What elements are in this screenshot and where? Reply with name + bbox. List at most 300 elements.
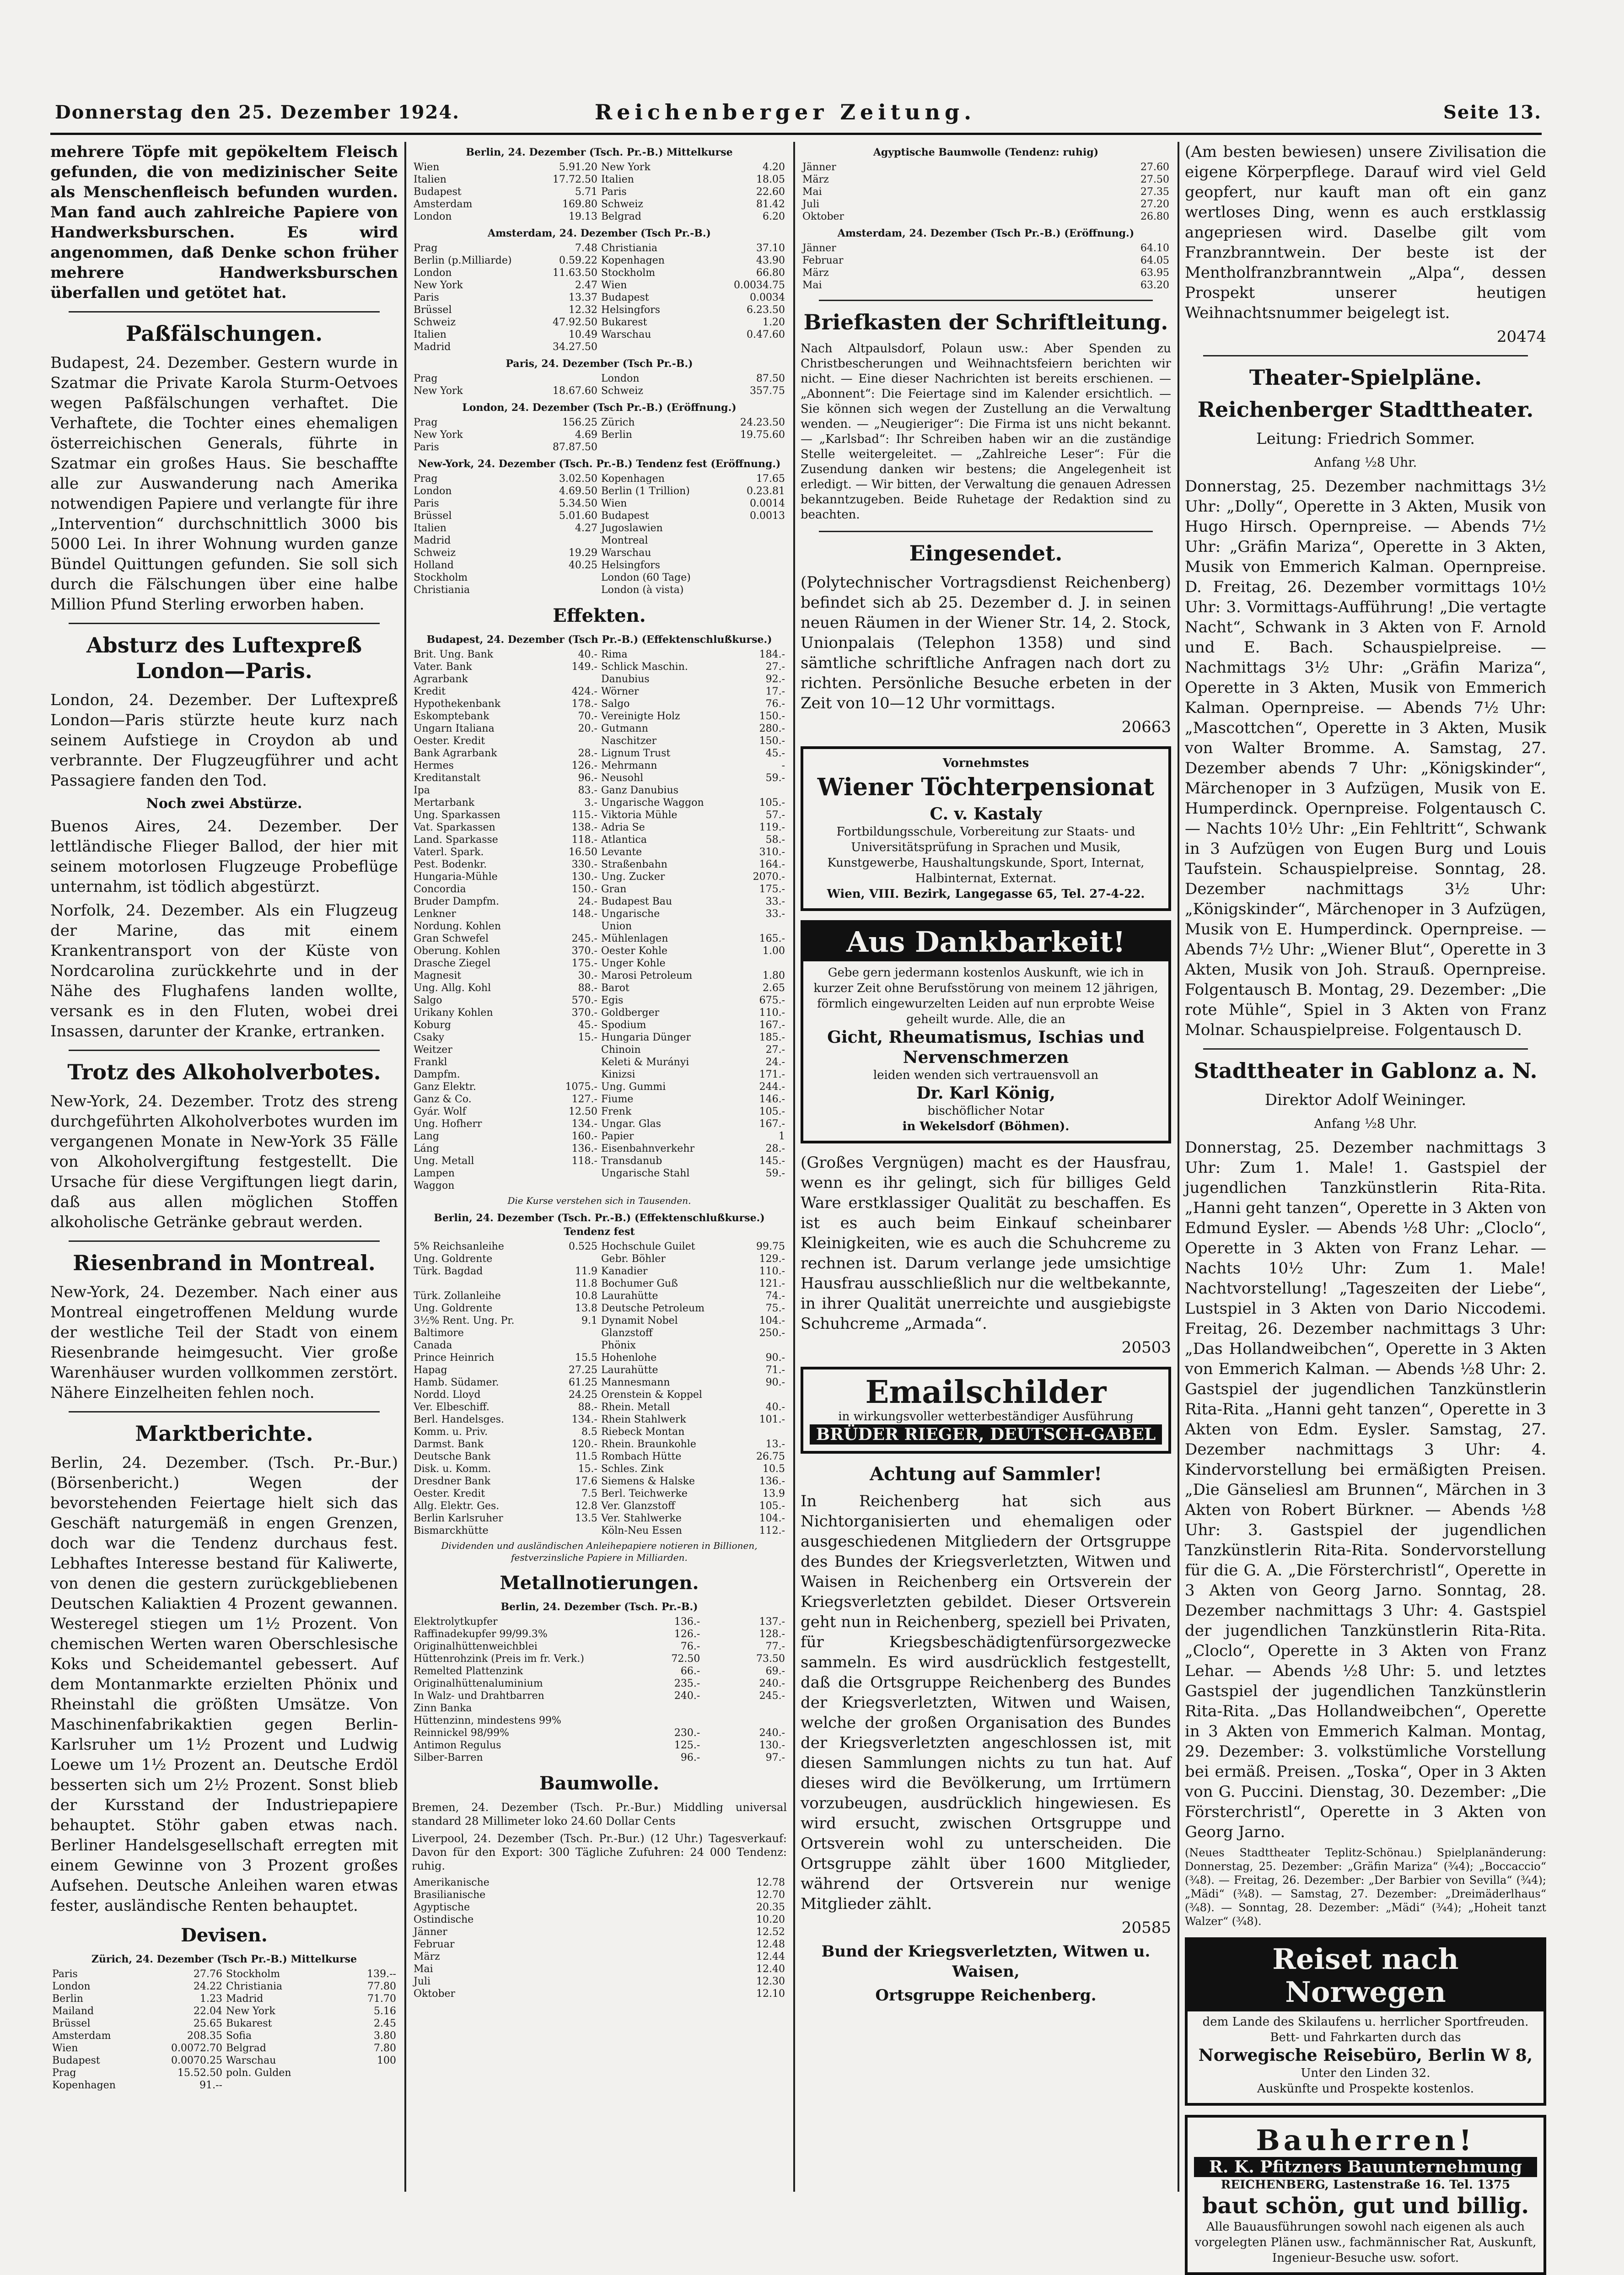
table-cell-label: Ung. Goldrente — [414, 1253, 493, 1265]
table-row — [412, 1253, 787, 1265]
table-cell-label: Laurahütte — [601, 1364, 658, 1376]
table-cell-label: Ungarische — [601, 908, 660, 920]
table-row — [412, 291, 787, 304]
table-row — [412, 809, 787, 821]
table-cell-label: 5% Reichsanleihe — [414, 1241, 504, 1252]
table-cell-value: 125.- — [674, 1740, 700, 1751]
running-head — [50, 92, 1542, 135]
berlin-effekten-table — [412, 1240, 787, 1537]
table-cell-label: Rombach Hütte — [601, 1451, 682, 1462]
cotton-text: Bremen, 24. Dezember (Tsch. Pr.-Bur.) Middling universal standard 28 Millimeter loko 24.60 Dollar Cents — [412, 1801, 787, 1828]
table-caption: Budapest, 24. Dezember (Tsch Pr.-B.) (Effektenschlußkurse.) — [426, 634, 772, 646]
table-cell-label: Kopenhagen — [601, 473, 665, 485]
table-cell-label: Jänner — [802, 162, 836, 173]
table-caption: Zürich, 24. Dezember (Tsch Pr.-B.) Mittelkurse — [91, 1953, 357, 1965]
table-cell-label: Union — [601, 921, 632, 932]
divider — [69, 1050, 380, 1051]
table-cell-value: 0.59.22 — [559, 255, 597, 266]
table-cell-label: Agrarbank — [414, 674, 468, 685]
table-row — [50, 2005, 398, 2017]
table-cell-value — [719, 341, 787, 353]
table-cell-label: März — [414, 1951, 440, 1962]
table-row — [412, 1876, 787, 1889]
table-row — [412, 1093, 787, 1105]
agyptische-table — [801, 161, 1171, 223]
table-cell-value: 27.76 — [194, 1968, 222, 1980]
table-cell-label: Christiania — [414, 584, 470, 596]
table-row — [412, 1130, 787, 1143]
section-title-eingesendet: Eingesendet. — [909, 541, 1063, 566]
table-row — [412, 1068, 787, 1081]
divider — [1203, 355, 1528, 356]
table-cell-value: 22.60 — [756, 186, 785, 198]
table-cell-label: Urikany Kohlen — [414, 1007, 493, 1019]
table-cell-value: 235.- — [674, 1678, 700, 1689]
table-row — [412, 858, 787, 871]
table-note: Die Kurse verstehen sich in Tausenden. — [507, 1195, 691, 1206]
table-row — [412, 1118, 787, 1130]
table-row — [801, 242, 1171, 254]
table-cell-label: Ganz & Co. — [414, 1094, 472, 1105]
table-cell-value: 19.13 — [569, 211, 597, 222]
table-cell-label: Agyptische — [414, 1902, 470, 1913]
table-cell-label: Juli — [802, 199, 820, 210]
table-cell-value: 570.- — [571, 995, 597, 1006]
table-cell-label: Stockholm — [414, 572, 468, 583]
table-cell-value: 100 — [377, 2055, 396, 2066]
table-cell-value: 136.- — [674, 1616, 700, 1628]
table-cell-label: London — [414, 211, 452, 222]
table-cell-label: Italien — [414, 523, 446, 534]
table-cell-label: Eisenbahnverkehr — [601, 1143, 695, 1154]
table-row — [412, 1677, 787, 1690]
table-row — [50, 2030, 398, 2042]
table-cell-label: Deutsche Bank — [414, 1451, 491, 1462]
table-cell-value: 12.32 — [569, 304, 597, 316]
table-row — [412, 1302, 787, 1315]
table-cell-label: Gutmann — [601, 723, 648, 734]
table-cell-label: Ung. Hofherr — [414, 1118, 482, 1130]
table-cell-value: 28.- — [765, 1143, 785, 1154]
table-row — [412, 1426, 787, 1438]
table-cell-label: Gebr. Böhler — [601, 1253, 666, 1265]
table-cell-value: 43.90 — [756, 255, 785, 266]
table-cell-label: Ung. Metall — [414, 1155, 474, 1167]
table-cell-label: Ver. Glanzstoff — [601, 1500, 675, 1512]
theater-name-gablonz: Stadttheater in Gablonz a. N. — [1194, 1058, 1538, 1083]
table-cell-label: Hochschule Guilet — [601, 1241, 695, 1252]
table-cell-label: Jänner — [414, 1926, 447, 1938]
ad-title: Wiener Töchterpensionat — [817, 773, 1155, 801]
table-cell-value: 76.- — [765, 698, 785, 710]
table-cell-label: Eskomptebank — [414, 711, 489, 722]
table-cell-value: 167.- — [759, 1019, 785, 1031]
table-cell-value: 139.-- — [367, 1968, 396, 1980]
table-cell-value — [532, 1327, 599, 1339]
table-row — [412, 1031, 787, 1044]
table-cell-value: 24.25 — [569, 1389, 597, 1401]
table-row — [412, 1926, 787, 1938]
table-cell-label: Rhein. Metall — [601, 1402, 670, 1413]
table-cell-value: 119.- — [759, 822, 785, 833]
table-row — [412, 1081, 787, 1093]
table-cell-value: 45.- — [578, 1019, 597, 1031]
table-cell-label: Hüttenzinn, mindestens 99% — [414, 1715, 561, 1726]
table-cell-value: 25.65 — [194, 2018, 222, 2029]
table-cell-value: 126.- — [571, 760, 597, 771]
table-cell-label: Koburg — [414, 1019, 451, 1031]
table-cell-value: 61.25 — [569, 1377, 597, 1388]
table-cell-label: Ipa — [414, 785, 430, 796]
table-cell-label: Barot — [601, 982, 629, 994]
table-cell-label: Budapest — [601, 510, 649, 522]
table-cell-label: Ungarn Italiana — [414, 723, 495, 734]
table-row — [412, 1339, 787, 1352]
table-cell-value — [532, 1339, 599, 1352]
table-cell-value: 118.- — [571, 1155, 597, 1167]
table-cell-label: Oberung. Kohlen — [414, 945, 500, 957]
table-cell-value: 1.20 — [763, 317, 785, 328]
table-cell-label: Budapest Bau — [601, 896, 672, 907]
article-text: Norfolk, 24. Dezember. Als ein Flugzeug der Marine, das mit einem Krankentransport von der Küste von Nordcarolina zurückkehrte und in der Nähe des Flughafens landen wollte, versank es in den Fluten, wobei drei Insassen, darunter der Kranke, ertranken. — [50, 901, 398, 1040]
table-cell-value: 137.- — [759, 1616, 785, 1628]
table-row — [412, 1963, 787, 1975]
table-cell-label: Prag — [414, 473, 438, 485]
table-cell-label: Berlin — [52, 1993, 83, 2005]
ad-aus-dankbarkeit — [801, 920, 1171, 1143]
table-cell-value: 96.- — [578, 772, 597, 784]
table-cell-value — [588, 1938, 688, 1951]
table-cell-label: Csaky — [414, 1032, 444, 1043]
table-cell-value — [335, 2079, 398, 2092]
table-cell-label: Brasilianische — [414, 1889, 486, 1901]
column-rule — [404, 142, 406, 2192]
table-cell-value: 110.- — [759, 1266, 785, 1277]
table-cell-value — [719, 522, 787, 534]
table-cell-value: 19.75.60 — [740, 429, 785, 441]
table-cell-label: Deutsche Petroleum — [601, 1303, 704, 1314]
table-cell-label: Paris — [414, 442, 439, 453]
table-cell-label: Adria Se — [601, 822, 645, 833]
table-row — [412, 1889, 787, 1901]
table-cell-label: Türk. Bagdad — [414, 1266, 483, 1277]
table-row — [412, 1240, 787, 1253]
table-cell-value: 110.- — [759, 1007, 785, 1019]
divider — [1203, 1048, 1528, 1050]
ad-text: dem Lande des Skilaufens u. herrlicher Sportfreuden. — [1202, 2015, 1529, 2029]
table-row — [412, 747, 787, 760]
table-cell-label: Stockholm — [601, 267, 656, 279]
table-cell-value: 27.- — [765, 661, 785, 673]
table-cell-value — [719, 920, 787, 933]
table-cell-value: 87.87.50 — [553, 442, 597, 453]
table-cell-value: 7.5 — [581, 1488, 597, 1499]
notice-number: 20474 — [1496, 328, 1546, 346]
ad-title: Emailschilder — [865, 1374, 1107, 1411]
ad-maker: BRÜDER RIEGER, DEUTSCH-GABEL — [810, 1424, 1162, 1445]
table-cell-label: Juli — [414, 1976, 431, 1987]
article-title-absturz: Absturz des Luftexpreß London—Paris. — [86, 633, 362, 683]
table-cell-value: 90.- — [765, 1352, 785, 1364]
table-cell-value — [617, 1702, 702, 1714]
table-cell-value: 77.- — [765, 1641, 785, 1652]
table-cell-value: 3.80 — [374, 2030, 396, 2042]
table-cell-label: Kreditanstalt — [414, 772, 481, 784]
table-cell-label: Warschau — [601, 547, 651, 559]
table-cell-value: 0.23.81 — [747, 485, 785, 497]
table-cell-label: Dynamit Nobel — [601, 1315, 678, 1326]
table-cell-value — [335, 2067, 398, 2079]
table-cell-label: Paris — [601, 186, 627, 198]
ad-address: Unter den Linden 32. — [1301, 2066, 1430, 2080]
table-cell-label: Februar — [802, 255, 844, 266]
table-row — [412, 473, 787, 485]
table-cell-label: Spodium — [601, 1019, 646, 1031]
table-cell-value: 0.0013 — [750, 510, 785, 522]
table-cell-label — [599, 341, 719, 353]
table-row — [412, 385, 787, 397]
table-cell-label: Prag — [414, 243, 438, 254]
table-cell-label: Mertarbank — [414, 797, 475, 809]
table-cell-value: 0.525 — [569, 1241, 597, 1252]
table-cell-label: Mühlenlagen — [601, 933, 668, 944]
table-row — [412, 547, 787, 559]
table-cell-label: Salgo — [414, 995, 442, 1006]
table-cell-value: 330.- — [571, 859, 597, 870]
ad-text: Bett- und Fahrkarten durch das — [1270, 2031, 1461, 2044]
table-cell-label: Kopenhagen — [52, 2080, 116, 2091]
table-cell-label: Februar — [414, 1939, 455, 1950]
table-cell-label: Rhein Stahlwerk — [601, 1414, 686, 1425]
table-cell-value: 165.- — [759, 933, 785, 944]
table-caption: London, 24. Dezember (Tsch Pr.-B.) (Eröffnung.) — [462, 402, 737, 414]
table-cell-value: 24.23.50 — [740, 417, 785, 428]
table-cell-value: 11.8 — [575, 1278, 597, 1289]
table-row — [412, 1389, 787, 1401]
table-cell-value: 2.65 — [763, 982, 785, 994]
amsterdam-rates-table — [412, 242, 787, 353]
table-cell-value: 12.48 — [756, 1939, 785, 1950]
divider — [69, 311, 380, 313]
table-cell-label: Ung. Goldrente — [414, 1303, 493, 1314]
table-cell-value — [719, 784, 787, 797]
table-cell-value — [719, 957, 787, 970]
table-cell-value: 11.9 — [575, 1266, 597, 1277]
table-cell-value: 0.0070.25 — [171, 2055, 222, 2066]
notice-number: 20663 — [1121, 718, 1171, 736]
table-cell-label: Kanadier — [601, 1266, 648, 1277]
table-row — [50, 1980, 398, 1993]
table-cell-value: 175.- — [571, 958, 597, 969]
table-caption: Berlin, 24. Dezember (Tsch. Pr.-B.) — [500, 1601, 698, 1613]
table-cell-label: Paris — [52, 1968, 78, 1980]
table-cell-value — [719, 1426, 787, 1438]
berlin-rates-table — [412, 161, 787, 223]
table-cell-value — [588, 1988, 688, 2000]
table-cell-value: 0.47.60 — [747, 329, 785, 340]
ad-agency: Norwegische Reisebüro, Berlin W 8, — [1198, 2046, 1533, 2065]
ad-title: Reiset nach Norwegen — [1188, 1940, 1543, 2011]
table-cell-value — [719, 441, 787, 453]
table-row — [412, 1290, 787, 1302]
table-cell-label: Mai — [414, 1963, 433, 1975]
table-row — [412, 497, 787, 510]
table-row — [412, 1180, 787, 1192]
table-cell-label: Montreal — [601, 535, 648, 546]
table-cell-label: Salgo — [601, 698, 630, 710]
table-cell-label — [599, 1180, 719, 1192]
table-cell-value: 12.10 — [756, 1988, 785, 2000]
table-row — [412, 908, 787, 920]
table-cell-label: Glanzstoff — [601, 1327, 653, 1339]
table-row — [412, 722, 787, 735]
table-cell-value: 24.22 — [194, 1981, 222, 1992]
table-row — [412, 1278, 787, 1290]
table-cell-label: New York — [414, 280, 463, 291]
table-cell-value: 0.0014 — [750, 498, 785, 509]
effekten-table — [412, 648, 787, 1192]
table-cell-value: 310.- — [759, 846, 785, 858]
table-cell-value: 118.- — [571, 834, 597, 846]
table-cell-label: Rima — [601, 649, 628, 660]
table-cell-value: 71.70 — [367, 1993, 396, 2005]
table-cell-label: Helsingfors — [601, 304, 660, 316]
table-cell-value: 134.- — [571, 1118, 597, 1130]
table-cell-value: 130.- — [759, 1740, 785, 1751]
table-cell-label: Bismarckhütte — [414, 1525, 489, 1536]
table-cell-label: Drasche Ziegel — [414, 958, 491, 969]
table-row — [50, 2042, 398, 2054]
table-cell-label: Madrid — [226, 1993, 263, 2005]
table-cell-value — [588, 1975, 688, 1988]
table-row — [412, 1056, 787, 1068]
section-title-theater: Theater-Spielpläne. — [1249, 365, 1482, 390]
table-row — [412, 1951, 787, 1963]
table-row — [412, 372, 787, 385]
table-row — [50, 2017, 398, 2030]
table-cell-value — [588, 1914, 688, 1926]
ad-text: in wirkungsvoller wetterbeständiger Ausführung — [838, 1410, 1134, 1423]
table-cell-value: 150.- — [759, 735, 785, 747]
table-cell-value: 2.45 — [374, 2018, 396, 2029]
table-cell-label: Darmst. Bank — [414, 1439, 484, 1450]
section-title-metall: Metallnotierungen. — [500, 1572, 699, 1594]
table-row — [412, 933, 787, 945]
ad-footer: Auskünfte und Prospekte kostenlos. — [1257, 2082, 1474, 2096]
table-cell-label: Schles. Zink — [601, 1463, 664, 1475]
amsterdam-commodity-table — [801, 242, 1171, 291]
table-cell-value: 148.- — [571, 908, 597, 920]
table-row — [801, 173, 1171, 186]
table-cell-value: 675.- — [759, 995, 785, 1006]
table-row — [412, 534, 787, 547]
table-cell-label: Wien — [52, 2043, 78, 2054]
table-cell-label: Christiania — [601, 243, 658, 254]
table-cell-value — [588, 1889, 688, 1901]
table-cell-value: 13.5 — [575, 1513, 597, 1524]
theater-direction: Leitung: Friedrich Sommer. — [1256, 430, 1475, 448]
table-cell-label: London — [414, 485, 452, 497]
table-cell-label: Jugoslawien — [601, 523, 663, 534]
table-cell-value: 77.80 — [367, 1981, 396, 1992]
divider — [819, 300, 1153, 301]
table-row — [412, 1450, 787, 1463]
table-row — [801, 198, 1171, 210]
table-cell-value: 19.29 — [569, 547, 597, 559]
table-row — [412, 710, 787, 722]
table-row — [412, 1044, 787, 1056]
table-row — [412, 1665, 787, 1677]
table-cell-value: 5.16 — [374, 2005, 396, 2017]
table-cell-value: 73.50 — [756, 1653, 785, 1665]
metall-table — [412, 1616, 787, 1764]
table-cell-value: 240.- — [759, 1727, 785, 1739]
table-cell-label: London (60 Tage) — [601, 572, 691, 583]
table-cell-label: Budapest — [52, 2055, 100, 2066]
table-cell-value: 12.8 — [575, 1500, 597, 1512]
table-cell-value: 169.80 — [562, 199, 597, 210]
table-cell-label: Mai — [802, 186, 822, 198]
table-cell-label: Baltimore — [414, 1327, 464, 1339]
table-cell-label: Zürich — [601, 417, 635, 428]
table-row — [412, 254, 787, 267]
table-cell-value: 99.75 — [756, 1241, 785, 1252]
table-row — [412, 784, 787, 797]
section-title-effekten: Effekten. — [553, 605, 646, 626]
table-cell-value: 59.- — [765, 1168, 785, 1179]
theater-start: Anfang ½8 Uhr. — [1314, 455, 1417, 470]
table-cell-value: 5.01.60 — [559, 510, 597, 522]
article-text: New-York, 24. Dezember. Trotz des streng durchgeführten Alkoholverbotes wurden im vergangenen Monate in New-York 35 Fälle von Alkoholvergiftung festgestellt. Die Ursache für diese Vergiftungen liegt darin, daß aus allen möglichen Stoffen alkoholische Getränke gebraut werden. — [50, 1092, 398, 1231]
table-cell-value — [588, 1926, 688, 1938]
table-cell-value: 40.- — [765, 1402, 785, 1413]
article-text: Nach Altpaulsdorf, Polaun usw.: Aber Spenden zu Christbescherungen und Weihnachtsfeiern berichten wir nicht. — Eine dieser Nachrichten ist bereits erschienen. — „Abonnent“: Die Feiertage sind im Kalender ersichtlich. — Sie können sich wegen der Zustellung an die Verwaltung wenden. — „Neugieriger“: Die Firma ist uns nicht bekannt. — „Karlsbad“: Ihr Schreiben haben wir an die zuständige Stelle weitergeleitet. — „Zahlreiche Leser“: Für die Zusendung danken wir bestens; die Angelegenheit ist erledigt. — Wir bitten, der Verwaltung die genauen Adressen bekanntzugeben. Beide Ruhetage der Redaktion sind zu beachten. — [801, 342, 1171, 522]
table-cell-label: Wien — [601, 280, 627, 291]
table-cell-value: 121.- — [759, 1278, 785, 1289]
table-cell-label: Vereinigte Holz — [601, 711, 680, 722]
table-cell-value: 424.- — [571, 686, 597, 697]
table-cell-value: 17.6 — [575, 1476, 597, 1487]
table-row — [412, 1155, 787, 1167]
table-cell-value: 96.- — [680, 1752, 700, 1763]
table-row — [412, 970, 787, 982]
table-cell-label — [599, 441, 719, 453]
table-cell-value: 245.- — [759, 1690, 785, 1702]
notice-number: 20585 — [1121, 1919, 1171, 1937]
table-cell-value: 27.20 — [1140, 199, 1169, 210]
table-cell-label: Komm. u. Priv. — [414, 1426, 488, 1438]
table-row — [412, 1938, 787, 1951]
table-cell-label: Hypothekenbank — [414, 698, 501, 710]
table-cell-value: 7.48 — [575, 243, 597, 254]
table-cell-label: Oktober — [414, 1988, 456, 2000]
table-cell-value: 280.- — [759, 723, 785, 734]
table-caption: Berlin, 24. Dezember (Tsch. Pr.-B.) (Effektenschlußkurse.) Tendenz fest — [434, 1212, 765, 1238]
london-rates-table — [412, 416, 787, 453]
table-cell-value: 120.- — [571, 1439, 597, 1450]
table-row — [412, 957, 787, 970]
table-row — [50, 2079, 398, 2092]
table-cell-label: Ostindische — [414, 1914, 474, 1925]
table-row — [412, 685, 787, 698]
table-cell-value: 150.- — [759, 711, 785, 722]
table-cell-value: 4.20 — [763, 162, 785, 173]
table-cell-label: Hüttenrohzink (Preis im fr. Verk.) — [414, 1653, 584, 1665]
article-text: New-York, 24. Dezember. Nach einer aus Montreal eingetroffenen Meldung wurde der westliche Teil der Stadt von einem Riesenbrande heimgesucht. Vier große Warenhäuser wurden vollkommen zerstört. Nähere Einzelheiten fehlen noch. — [50, 1283, 398, 1402]
table-cell-value: 92.- — [765, 674, 785, 685]
table-cell-label: Fiume — [601, 1094, 634, 1105]
theater-direction: Direktor Adolf Weininger. — [1264, 1091, 1467, 1109]
